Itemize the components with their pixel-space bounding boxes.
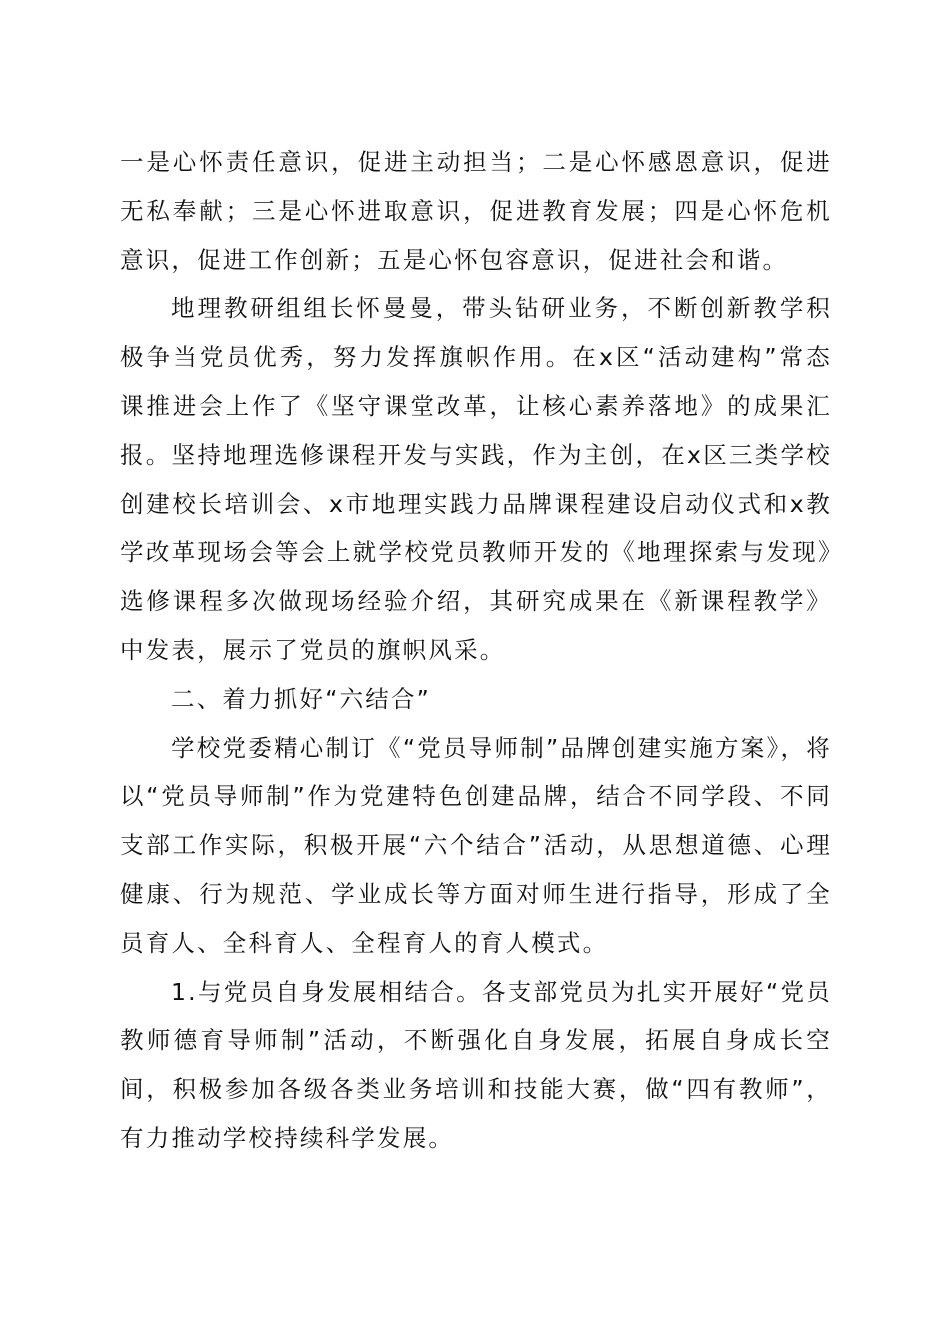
paragraph-continuation: 一是心怀责任意识，促进主动担当；二是心怀感恩意识，促进无私奉献；三是心怀进取意识，促进教育发展；四是心怀危机意识，促进工作创新；五是心怀包容意识，促进社会和谐。	[120, 148, 832, 274]
paragraph-geography-group: 地理教研组组长怀曼曼，带头钻研业务，不断创新教学积极争当党员优秀，努力发挥旗帜作用。在x区“活动建构”常态课推进会上作了《坚守课堂改革，让核心素养落地》的成果汇报。坚持地理选修课程开发与实践，作为主创，在x区三类学校创建校长培训会、x市地理实践力品牌课程建设启动仪式和x教学改革现场会等会上就学校党员教师开发的《地理探索与发现》选修课程多次做现场经验介绍，其研究成果在《新课程教学》中发表，展示了党员的旗帜风采。	[120, 294, 832, 664]
document-body	[120, 138, 832, 1163]
section-heading: 二、着力抓好“六结合”	[171, 684, 432, 713]
paragraph-mentor-plan: 学校党委精心制订《“党员导师制”品牌创建实施方案》，将以“党员导师制”作为党建特色创建品牌，结合不同学段、不同支部工作实际，积极开展“六个结合”活动，从思想道德、心理健康、行为规范、学业成长等方面对师生进行指导，形成了全员育人、全科育人、全程育人的育人模式。	[120, 733, 832, 957]
paragraph-point-1: 1.与党员自身发展相结合。各支部党员为扎实开展好“党员教师德育导师制”活动，不断强化自身发展，拓展自身成长空间，积极参加各级各类业务培训和技能大赛，做“四有教师”，有力推动学校持续科学发展。	[120, 977, 832, 1152]
